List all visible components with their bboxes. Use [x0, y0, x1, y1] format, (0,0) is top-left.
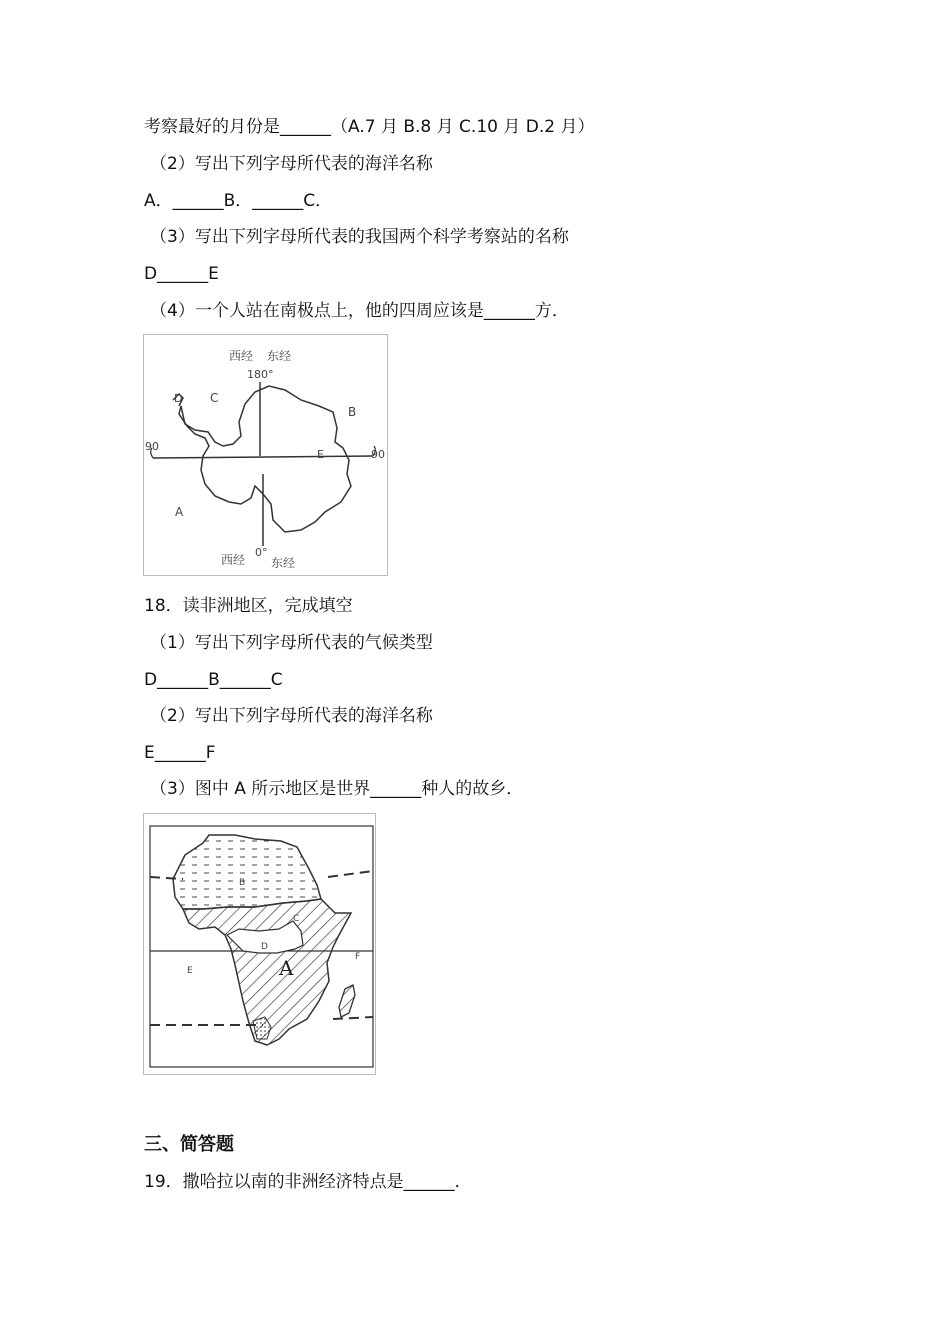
question-17-4-prompt: （4）一个人站在南极点上，他的四周应该是______方．: [150, 301, 569, 321]
label-climate-d: D: [261, 942, 268, 952]
antarctica-map: [143, 334, 388, 576]
label-ocean-b: B: [348, 405, 357, 419]
question-17-3-blanks: D______E: [144, 264, 219, 284]
label-bottom-meridian: 0°: [255, 546, 268, 559]
question-17-2-prompt: （2）写出下列字母所代表的海洋名称: [150, 154, 433, 174]
question-17-1-tail: 考察最好的月份是______（A.7 月 B.8 月 C.10 月 D.2 月）: [144, 117, 595, 137]
label-station-e: E: [317, 448, 324, 461]
label-ocean-f: F: [355, 952, 361, 962]
label-top-east: 东经: [267, 349, 292, 363]
label-top-meridian: 180°: [247, 368, 274, 381]
question-18-1-prompt: （1）写出下列字母所代表的气候类型: [150, 633, 433, 653]
label-ocean-a: A: [175, 505, 184, 519]
label-climate-c: C: [293, 914, 300, 924]
question-17-2-blanks: A．______B．______C．: [144, 191, 333, 211]
question-18-2-prompt: （2）写出下列字母所代表的海洋名称: [150, 706, 433, 726]
label-station-d: D: [174, 392, 183, 405]
section-heading-short-answer: 三、简答题: [144, 1134, 234, 1155]
label-bottom-east: 东经: [271, 556, 296, 570]
question-18-title: 18．读非洲地区，完成填空: [144, 596, 353, 616]
question-18-1-blanks: D______B______C: [144, 670, 283, 690]
label-ocean-c: C: [210, 391, 219, 405]
label-top-west: 西经: [229, 349, 254, 363]
antarctica-map-figure: [143, 334, 388, 576]
question-17-3-prompt: （3）写出下列字母所代表的我国两个科学考察站的名称: [150, 227, 569, 247]
label-left-meridian: 90: [145, 440, 159, 453]
label-ocean-e: E: [187, 966, 193, 976]
question-19: 19．撒哈拉以南的非洲经济特点是______．: [144, 1172, 472, 1192]
question-18-2-blanks: E______F: [144, 743, 216, 763]
label-region-a: A: [279, 956, 294, 980]
label-right-meridian: 90: [371, 448, 385, 461]
label-bottom-west: 西经: [221, 553, 246, 567]
africa-map: [143, 813, 376, 1075]
question-18-3-prompt: （3）图中 A 所示地区是世界______种人的故乡．: [150, 779, 524, 799]
label-climate-b: B: [239, 878, 246, 888]
africa-map-figure: [143, 813, 376, 1075]
